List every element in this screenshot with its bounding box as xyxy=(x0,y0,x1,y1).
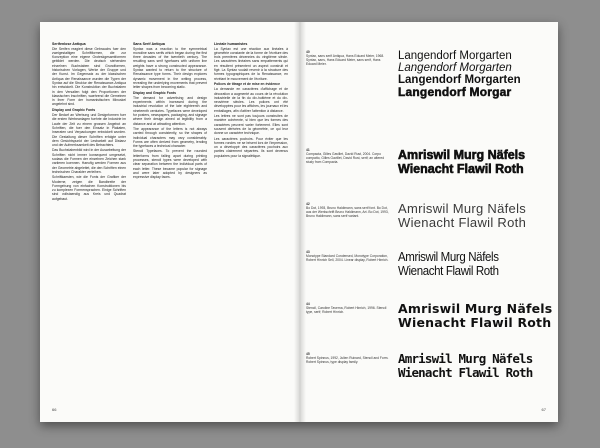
sample-caption xyxy=(306,202,390,218)
left-page xyxy=(40,22,298,422)
section-heading: Polices de titrage et de mise en évidence xyxy=(214,81,280,86)
specimen-line: Wienacht Flawil Roth xyxy=(398,264,499,278)
specimen-line: Langendorf Morgar xyxy=(398,85,512,99)
paragraph: Der Bedarf an Werbung und Designformen fuer die ersten Werbeanlagen fuehrte die Industrie im Laufe der Zeit zu einem grossen Angebot an Schriften, die fuer den Einsatz in Plakaten, Inseraten und Verpackungen entwickelt wurden. Die Gestaltung dieser Schriften erfolgte unter dem Gesichtspunkt der Lesbarkeit auf Distanz und der Aufmerksamkeit des Betrachters. xyxy=(52,113,126,148)
book-spread xyxy=(40,22,558,422)
paragraph: Das Buchstabenbild wird in der Ausarbeitung der Schriften nicht immer konsequent umgesetzt, sodass die Formen der einzelnen Zeichen stark variieren koennen. Haeufig werden Formen aus der Geometrie abgeleitet, die den Schriften einen technischen Charakter verleihen. xyxy=(52,148,126,174)
type-sample-condensed xyxy=(306,250,556,286)
paragraph: The demand for advertising and design experiments within increased during the industrial revolution of the late eighteenth and nineteenth centuries. Typefaces were developed for posters, newspapers, packaging, and signage where their design aimed at legibility from a distance and at attracting attention. xyxy=(133,95,207,126)
caption-text: Robert Spinnus, 1992, Julien Ruinard, Stencil and Form. Robert Spinnus, type display family. xyxy=(306,356,389,365)
specimen-line: Langendorf Morgarten xyxy=(398,62,512,74)
sample-caption xyxy=(306,302,390,314)
column-heading: Sans Serif Antiqua xyxy=(133,42,165,46)
type-specimen xyxy=(398,148,558,176)
caption-text: Monotype Standard Condensed, Monotype Corporation, Robert Hinrich Sell, 2004. Linear display, Robert Hinrich. xyxy=(306,254,389,263)
section-heading: Display and Graphic Fonts xyxy=(133,90,176,95)
text-column-english xyxy=(133,42,207,398)
column-heading: Linéale humanistes xyxy=(214,42,248,46)
type-sample-light xyxy=(306,202,556,238)
type-specimen xyxy=(398,250,558,278)
sample-number: 40 xyxy=(306,50,310,54)
type-sample-compacta xyxy=(306,148,556,184)
type-specimen xyxy=(398,352,558,380)
sample-number: 41 xyxy=(306,148,310,152)
caption-text: Syntax, sans serif Antiqua, Hans Eduard Meier, 1968. Syntax, sans, Hans Eduard Meier, sans serif, Hans Eduard Meier. xyxy=(306,54,385,67)
right-page xyxy=(300,22,558,422)
type-sample-geometric xyxy=(306,352,556,388)
specimen-line: Amriswil Murg Näfels xyxy=(398,351,533,366)
type-specimen xyxy=(398,50,558,99)
sample-number: 45 xyxy=(306,352,310,356)
page-number-left: 66 xyxy=(52,407,57,412)
caption-text: Bo Dot, 1993, Bruno Haldimann, sans serif font. Bo Dot, aus der Werkschrift Bruno Haldimann, Art. Bo Dot, 1993, Bruno Haldimann, sans serif variant. xyxy=(306,206,389,219)
caption-text: Compacta, Gilles Gavillet, David Rust, 2004. Corpo compatto, Gilles Gavillet, David Rust, serif; an altered study from Compacta. xyxy=(306,152,385,165)
paragraph: The appearance of the letters is not always carried through consistently, so the shapes of individual characters may vary considerably. Forms are often derived from geometry, lending the typefaces a technical character. xyxy=(133,126,207,149)
text-column-french xyxy=(214,42,288,398)
specimen-line: Wienacht Flawil Roth xyxy=(398,315,552,330)
paragraph: Die Serifen reagiert diese Gebrauchs fuer den zweigestaltigen Schriftformen, die zur Konzeption eine eigene Groteskgesamtformen gebildet werden. Die deutsch stehenden einzelnen Buchstaben sind Grundformen, historischen Vorlagen, Werke der Gruppe und der Kunst. Im Gegensatz zu der klassischen Antiqua der Renaissance wurden die Typen der Syntax auf die Struktur der Renaissance-Antiqua hin entwickelt. Die Konstruktion der Buchstaben in den Versalien folgt den Proportionen der klassischen Inschriften, waehrend die Gemeinen in ihrer Form der humanistischen Minuskel angelehnt sind. xyxy=(52,46,126,107)
sample-caption xyxy=(306,250,390,262)
caption-text: Stencil, Caroline Taverna, Robert Hinrich, 1996. Stencil type, serif; Robert Hinrich. xyxy=(306,306,387,315)
type-specimen xyxy=(398,202,558,230)
paragraph: Syntax was a reaction to the symmetrical monoline sans serifs which began during the first three decades of the twentieth century. The resulting sans serif typefaces with uniform line weights have a strong constructed appearance. Syntax wanted to return to the structure of Renaissance type forms. Their design explores dynamic movement in the writing process, revealing the underlying movements that prevent letter shapes from becoming static. xyxy=(133,46,207,90)
type-sample-stencil xyxy=(306,302,556,338)
type-specimen xyxy=(398,302,558,330)
sample-number: 42 xyxy=(306,202,310,206)
specimen-line: Amriswil Murg Näfels xyxy=(398,148,526,162)
paragraph: Les caractères pochoirs. Pour éviter que les formes rondes ne se brisent lors de l'impression, on a développé des caractères pochoirs aux parties clairement séparées. Ils sont devenus populaires pour la signalétique. xyxy=(214,136,288,158)
specimen-line: Langendorf Morgarten xyxy=(398,74,521,86)
paragraph: Schriftkaesten, wie die Fonts der Grafiker der Moderne, zeigen die Bandbreite der Formgebung von einfachen Konstruktionen bis zu komplexen Formensprachen. Einige Schriften sind vollstaendig aus Kreis und Quadrat aufgebaut. xyxy=(52,175,126,201)
sample-caption xyxy=(306,148,390,164)
specimen-line: Amriswil Murg Näfels xyxy=(398,301,553,316)
specimen-line: Amriswil Murg Näfels xyxy=(398,250,499,264)
page-number-right: 67 xyxy=(541,407,546,412)
section-heading: Display und Graphic Fonts xyxy=(52,107,96,112)
paragraph: La demande en caractères d'affichage et de décoration a augmenté au cours de la révolution industrielle de la fin du dix-huitième et du dix-neuvième siècles. Les polices ont été développées pour les affiches, les journaux et les emballages, afin d'attirer l'attention à distance. xyxy=(214,87,288,113)
paragraph: Stencil Typefaces. To prevent the rounded letterforms from falling apart during printing processes, stencil types were developed with clear separation between the individual parts of each letter. These became popular for signage and were later adopted by designers as expressive display faces. xyxy=(133,149,207,180)
specimen-line: Langendorf Morgarten xyxy=(398,50,512,62)
specimen-line: Wienacht Flawil Roth xyxy=(398,365,533,380)
column-heading: Serifenlose Antiqua xyxy=(52,42,86,46)
paragraph: La Syntax est une réaction aux linéales à géométrie constante de la forme de l'écriture des trois premières décennies du vingtième siècle. Les caractères linéaires sans empattements qui en résultent présentent un aspect construit et figé. La Syntax voulait revenir à la structure des formes typographiques de la Renaissance, en révélant le mouvement de l'écriture. xyxy=(214,46,288,81)
specimen-line: Amriswil Murg Näfels xyxy=(398,201,527,216)
sample-caption xyxy=(306,50,390,66)
text-column-german xyxy=(52,42,126,398)
sample-number: 43 xyxy=(306,250,310,254)
paragraph: Les lettres ne sont pas toujours construites de manière cohérente, si bien que les formes des caractères peuvent varier fortement. Elles sont souvent dérivées de la géométrie, ce qui leur donne un caractère technique. xyxy=(214,114,288,136)
specimen-line: Wienacht Flawil Roth xyxy=(398,162,524,176)
sample-caption xyxy=(306,352,390,364)
type-sample-syntax xyxy=(306,50,556,112)
specimen-line: Wienacht Flawil Roth xyxy=(398,215,527,230)
sample-number: 44 xyxy=(306,302,310,306)
